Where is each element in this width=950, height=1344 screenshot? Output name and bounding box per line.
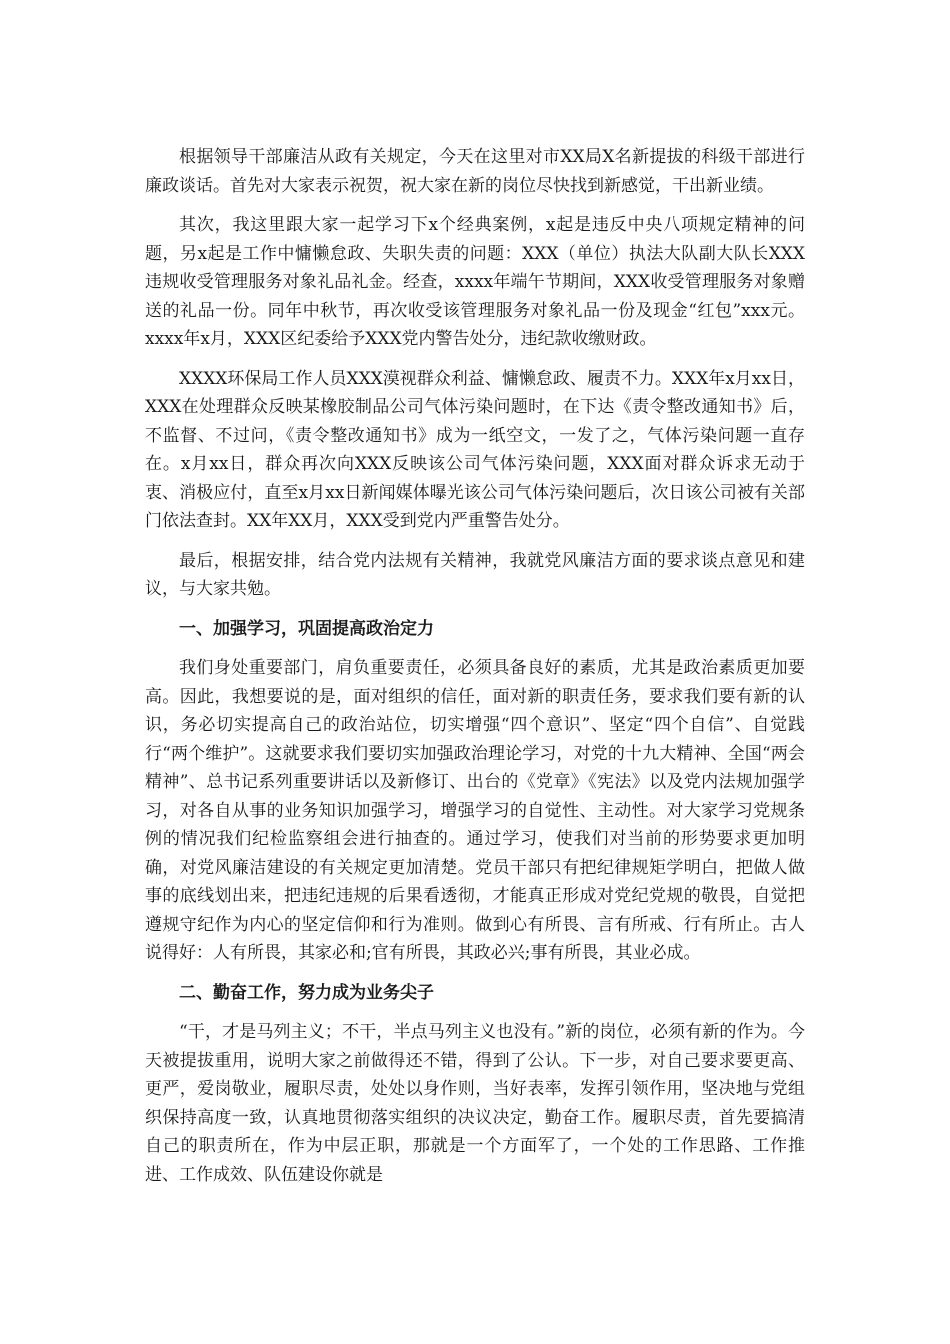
paragraph-case-two: XXXX环保局工作人员XXX漠视群众利益、慵懒怠政、履责不力。XXX年x月xx日，XXX在处理群众反映某橡胶制品公司气体污染问题时，在下达《责令整改通知书》后，不监督、不过问，《责令整改通知书》成为一纸空文，一发了之，气体污染问题一直存在。x月xx日，群众再次向XXX反映该公司气体污染问题，XXX面对群众诉求无动于衷、消极应付，直至x月xx日新闻媒体曝光该公司气体污染问题后，次日该公司被有关部门依法查封。XX年XX月，XXX受到党内严重警告处分。 xyxy=(145,368,805,531)
paragraph-case-one: 其次，我这里跟大家一起学习下x个经典案例，x起是违反中央八项规定精神的问题，另x起是工作中慵懒怠政、失职失责的问题：XXX（单位）执法大队副大队长XXX违规收受管理服务对象礼品礼金。经查，xxxx年端午节期间，XXX收受管理服务对象赠送的礼品一份。同年中秋节，再次收受该管理服务对象礼品一份及现金“红包”xxx元。xxxx年x月，XXX区纪委给予XXX党内警告处分，违纪款收缴财政。 xyxy=(145,215,805,349)
paragraph-section-2-body: “干，才是马列主义；不干，半点马列主义也没有。”新的岗位，必须有新的作为。今天被提拔重用，说明大家之前做得还不错，得到了公认。下一步，对自己要求要更高、更严，爱岗敬业，履职尽责，处处以身作则，当好表率，发挥引领作用，坚决地与党组织保持高度一致，认真地贯彻落实组织的决议决定，勤奋工作。履职尽责，首先要搞清自己的职责所在，作为中层正职，那就是一个方面军了，一个处的工作思路、工作推进、工作成效、队伍建设你就是 xyxy=(145,1022,805,1185)
paragraph-intro: 根据领导干部廉洁从政有关规定，今天在这里对市XX局X名新提拔的科级干部进行廉政谈话。首先对大家表示祝贺，祝大家在新的岗位尽快找到新感觉，干出新业绩。 xyxy=(145,147,805,196)
paragraph-closing-remarks: 最后，根据安排，结合党内法规有关精神，我就党风廉洁方面的要求谈点意见和建议，与大家共勉。 xyxy=(145,550,805,599)
document-body xyxy=(145,143,805,1200)
paragraph-section-1-body: 我们身处重要部门，肩负重要责任，必须具备良好的素质，尤其是政治素质更加要高。因此，我想要说的是，面对组织的信任，面对新的职责任务，要求我们要有新的认识，务必切实提高自己的政治站位，切实增强“四个意识”、坚定“四个自信”、自觉践行“两个维护”。这就要求我们要切实加强政治理论学习，对党的十九大精神、全国“两会精神”、总书记系列重要讲话以及新修订、出台的《党章》《宪法》以及党内法规加强学习，对各自从事的业务知识加强学习，增强学习的自觉性、主动性。对大家学习党规条例的情况我们纪检监察组会进行抽查的。通过学习，使我们对当前的形势要求更加明确，对党风廉洁建设的有关规定更加清楚。党员干部只有把纪律规矩学明白，把做人做事的底线划出来，把违纪违规的后果看透彻，才能真正形成对党纪党规的敬畏，自觉把遵规守纪作为内心的坚定信仰和行为准则。做到心有所畏、言有所戒、行有所止。古人说得好：人有所畏，其家必和;官有所畏，其政必兴;事有所畏，其业必成。 xyxy=(145,658,805,963)
section-heading-2: 二、勤奋工作，努力成为业务尖子 xyxy=(179,982,434,1003)
section-heading-1: 一、加强学习，巩固提高政治定力 xyxy=(179,618,434,639)
